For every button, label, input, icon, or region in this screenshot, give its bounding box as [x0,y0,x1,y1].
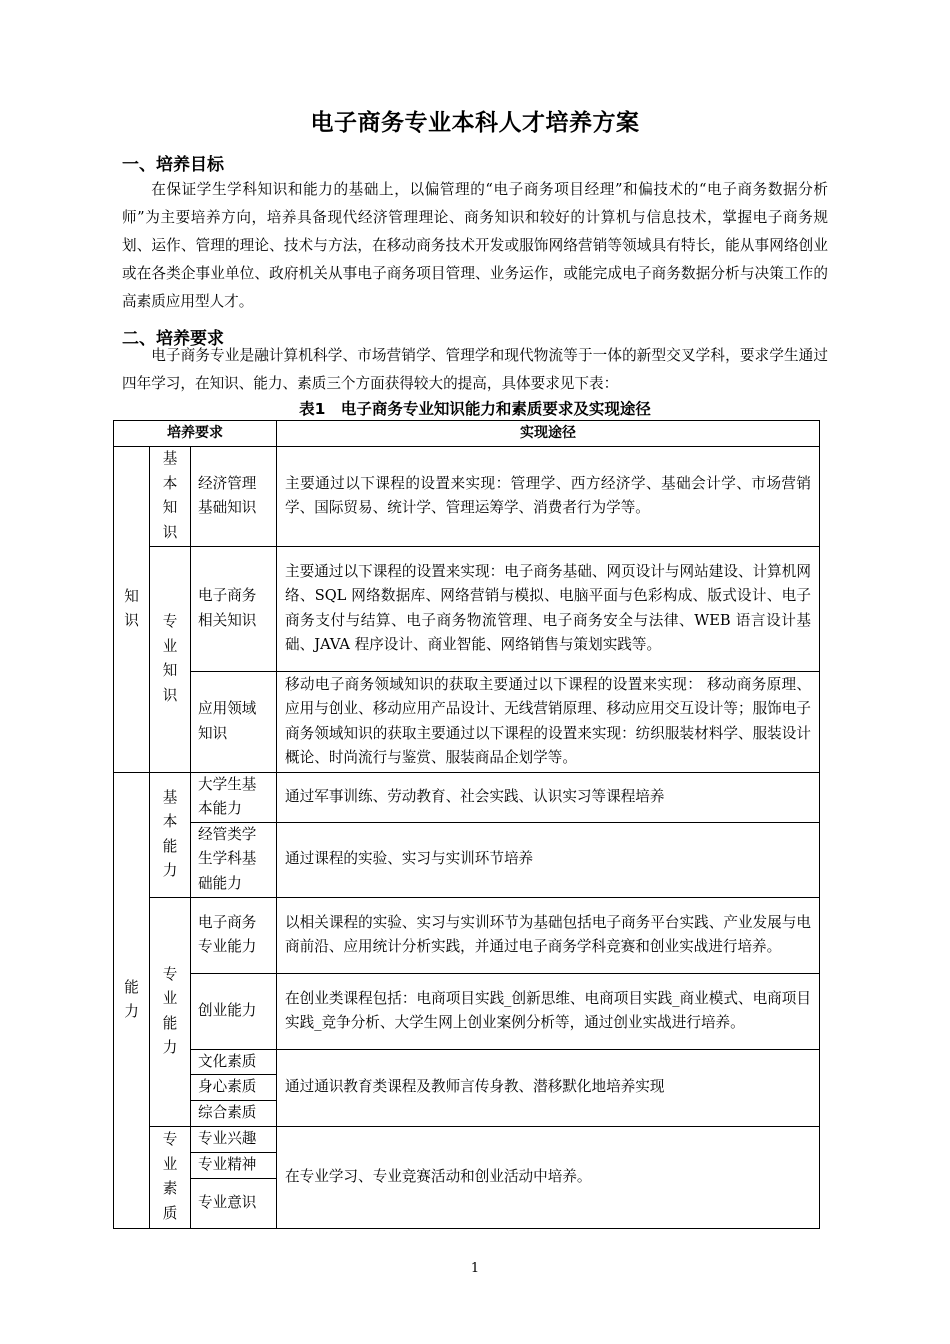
table-header-row [114,421,820,447]
approach-cell: 在创业类课程包括：电商项目实践_创新思维、电商项目实践_商业模式、电商项目实践_竞争分析、大学生网上创业案例分析等，通过创业实战进行培养。 [277,973,820,1049]
table-row [114,772,820,822]
subgroup-professional-ability: 专业能力 [150,897,191,1126]
requirement-cell: 专业精神 [191,1152,277,1178]
requirement-cell: 创业能力 [191,973,277,1049]
approach-cell: 通过军事训练、劳动教育、社会实践、认识实习等课程培养 [277,772,820,822]
approach-cell: 通过课程的实验、实习与实训环节培养 [277,822,820,897]
section-heading-requirements: 二、培养要求 [122,329,224,349]
table-row [114,822,820,897]
requirement-cell: 综合素质 [191,1100,277,1126]
requirements-table [113,420,820,1229]
document-title: 电子商务专业本科人才培养方案 [310,110,640,136]
section-heading-goals: 一、培养目标 [122,155,224,175]
table-row [114,1126,820,1152]
requirement-cell: 大学生基本能力 [191,772,277,822]
header-approach: 实现途径 [277,421,820,447]
table-row [114,446,820,546]
approach-cell: 通过通识教育类课程及教师言传身教、潜移默化地培养实现 [277,1049,820,1126]
section-paragraph-requirements: 电子商务专业是融计算机科学、市场营销学、管理学和现代物流等于一体的新型交叉学科，要求学生通过四年学习，在知识、能力、素质三个方面获得较大的提高，具体要求见下表： [122,347,828,392]
subgroup-basic-knowledge: 基本知识 [150,446,191,546]
requirement-cell: 经济管理基础知识 [191,446,277,546]
subgroup-professional-quality: 专业素质 [150,1126,191,1228]
requirement-cell: 电子商务专业能力 [191,897,277,973]
section-paragraph-goals: 在保证学生学科知识和能力的基础上，以偏管理的“电子商务项目经理”和偏技术的“电子商务数据分析师”为主要培养方向，培养具备现代经济管理理论、商务知识和较好的计算机与信息技术，掌握电子商务规划、运作、管理的理论、技术与方法，在移动商务技术开发或服饰网络营销等领域具有特长，能从事网络创业或在各类企事业单位、政府机关从事电子商务项目管理、业务运作，或能完成电子商务数据分析与决策工作的高素质应用型人才。 [122,181,828,310]
table-row [114,897,820,973]
requirement-cell: 经管类学生学科基础能力 [191,822,277,897]
table-row [114,1049,820,1075]
page-number: 1 [470,1261,480,1276]
approach-cell: 以相关课程的实验、实习与实训环节为基础包括电子商务平台实践、产业发展与电商前沿、应用统计分析实践，并通过电子商务学科竞赛和创业实战进行培养。 [277,897,820,973]
table-caption: 表1 电子商务专业知识能力和素质要求及实现途径 [299,400,651,418]
approach-cell: 在专业学习、专业竞赛活动和创业活动中培养。 [277,1126,820,1228]
requirement-cell: 电子商务相关知识 [191,546,277,671]
requirement-cell: 专业意识 [191,1178,277,1228]
subgroup-basic-ability: 基本能力 [150,772,191,897]
approach-cell: 主要通过以下课程的设置来实现：电子商务基础、网页设计与网站建设、计算机网络、SQL 网络数据库、网络营销与模拟、电脑平面与色彩构成、版式设计、电子商务支付与结算、电子商务物流管理、电子商务安全与法律、WEB 语言设计基础、JAVA 程序设计、商业智能、网络销售与策划实践等。 [277,546,820,671]
requirement-cell: 应用领域知识 [191,671,277,772]
approach-cell: 移动电子商务领域知识的获取主要通过以下课程的设置来实现： 移动商务原理、应用与创业、移动应用产品设计、无线营销原理、移动应用交互设计等；服饰电子商务领域知识的获取主要通过以下课程的设置来实现：纺织服装材料学、服装设计概论、时尚流行与鉴赏、服装商品企划学等。 [277,671,820,772]
table-row [114,973,820,1049]
subgroup-professional-knowledge: 专业知识 [150,546,191,772]
requirement-cell: 专业兴趣 [191,1126,277,1152]
group-ability: 能力 [114,772,150,1228]
requirement-cell: 身心素质 [191,1075,277,1101]
header-requirements: 培养要求 [114,421,277,447]
table-row [114,671,820,772]
table-row [114,546,820,671]
approach-cell: 主要通过以下课程的设置来实现：管理学、西方经济学、基础会计学、市场营销学、国际贸易、统计学、管理运筹学、消费者行为学等。 [277,446,820,546]
requirement-cell: 文化素质 [191,1049,277,1075]
group-knowledge: 知识 [114,446,150,772]
